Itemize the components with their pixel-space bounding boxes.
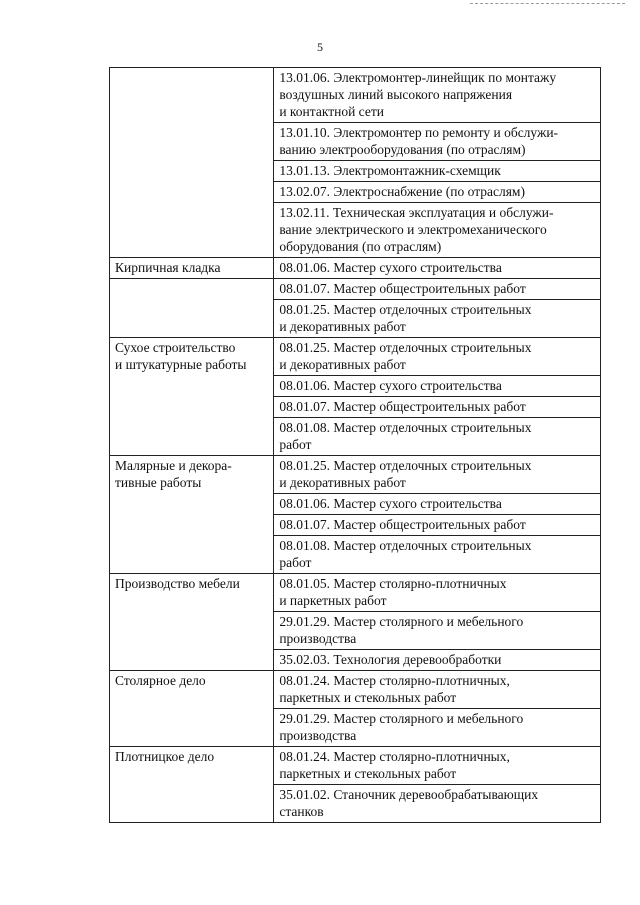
competency-cell	[110, 68, 274, 258]
profession-cell	[274, 300, 601, 338]
professions-table	[109, 67, 601, 823]
table-row	[110, 279, 601, 300]
profession-line: 08.01.06. Мастер сухого строительства	[279, 378, 502, 393]
profession-line: 13.02.11. Техническая эксплуатация и обслужи-	[279, 205, 554, 220]
profession-line: 08.01.24. Мастер столярно-плотничных,	[279, 749, 510, 764]
profession-cell	[274, 182, 601, 203]
profession-line: ванию электрооборудования (по отраслям)	[279, 142, 526, 157]
competency-cell	[110, 671, 274, 747]
competency-label: Малярные и декора-	[115, 458, 232, 473]
profession-line: 08.01.06. Мастер сухого строительства	[279, 260, 502, 275]
profession-line: и декоративных работ	[279, 475, 406, 490]
profession-line: производства	[279, 728, 357, 743]
table-row	[110, 747, 601, 785]
table-row	[110, 68, 601, 123]
profession-line: 13.01.10. Электромонтер по ремонту и обслужи-	[279, 125, 559, 140]
competency-cell	[110, 279, 274, 338]
profession-line: паркетных и стекольных работ	[279, 766, 457, 781]
profession-cell	[274, 338, 601, 376]
profession-cell	[274, 747, 601, 785]
profession-line: 35.01.02. Станочник деревообрабатывающих	[279, 787, 539, 802]
profession-cell	[274, 258, 601, 279]
profession-line: 35.02.03. Технология деревообработки	[279, 652, 502, 667]
table-row	[110, 258, 601, 279]
profession-cell	[274, 515, 601, 536]
profession-cell	[274, 671, 601, 709]
profession-line: 08.01.25. Мастер отделочных строительных	[279, 340, 532, 355]
profession-line: 29.01.29. Мастер столярного и мебельного	[279, 711, 524, 726]
profession-cell	[274, 536, 601, 574]
competency-cell	[110, 574, 274, 671]
table-row	[110, 456, 601, 494]
profession-line: 08.01.07. Мастер общестроительных работ	[279, 517, 526, 532]
profession-cell	[274, 203, 601, 258]
profession-line: работ	[279, 437, 312, 452]
competency-cell	[110, 338, 274, 456]
profession-line: 08.01.25. Мастер отделочных строительных	[279, 302, 532, 317]
table-row	[110, 574, 601, 612]
competency-label: и штукатурные работы	[115, 357, 247, 372]
profession-cell	[274, 376, 601, 397]
profession-line: 29.01.29. Мастер столярного и мебельного	[279, 614, 524, 629]
profession-line: 08.01.07. Мастер общестроительных работ	[279, 399, 526, 414]
profession-line: воздушных линий высокого напряжения	[279, 87, 513, 102]
profession-line: производства	[279, 631, 357, 646]
profession-cell	[274, 574, 601, 612]
competency-cell	[110, 456, 274, 574]
profession-cell	[274, 456, 601, 494]
profession-line: работ	[279, 555, 312, 570]
competency-cell	[110, 258, 274, 279]
profession-line: 08.01.07. Мастер общестроительных работ	[279, 281, 526, 296]
profession-line: 08.01.06. Мастер сухого строительства	[279, 496, 502, 511]
profession-line: 13.02.07. Электроснабжение (по отраслям)	[279, 184, 525, 199]
competency-label: Производство мебели	[115, 576, 240, 591]
profession-line: вание электрического и электромеханического	[279, 222, 547, 237]
profession-line: оборудования (по отраслям)	[279, 239, 442, 254]
top-edge-mark	[470, 3, 625, 4]
profession-cell	[274, 161, 601, 182]
profession-cell	[274, 785, 601, 823]
competency-cell	[110, 747, 274, 823]
profession-line: и декоративных работ	[279, 319, 406, 334]
profession-cell	[274, 494, 601, 515]
profession-cell	[274, 279, 601, 300]
profession-cell	[274, 68, 601, 123]
profession-cell	[274, 650, 601, 671]
competency-label: Сухое строительство	[115, 340, 236, 355]
page-number: 5	[317, 40, 323, 54]
profession-line: 08.01.24. Мастер столярно-плотничных,	[279, 673, 510, 688]
competency-label: тивные работы	[115, 475, 202, 490]
profession-line: паркетных и стекольных работ	[279, 690, 457, 705]
profession-line: и контактной сети	[279, 104, 384, 119]
profession-line: станков	[279, 804, 324, 819]
competency-label: Кирпичная кладка	[115, 260, 221, 275]
profession-line: 13.01.06. Электромонтер-линейщик по монтажу	[279, 70, 557, 85]
profession-cell	[274, 709, 601, 747]
profession-cell	[274, 612, 601, 650]
competency-label: Столярное дело	[115, 673, 206, 688]
profession-line: и паркетных работ	[279, 593, 387, 608]
profession-line: 13.01.13. Электромонтажник-схемщик	[279, 163, 501, 178]
profession-cell	[274, 397, 601, 418]
table-row	[110, 338, 601, 376]
profession-line: и декоративных работ	[279, 357, 406, 372]
profession-line: 08.01.05. Мастер столярно-плотничных	[279, 576, 507, 591]
profession-cell	[274, 418, 601, 456]
profession-line: 08.01.08. Мастер отделочных строительных	[279, 420, 532, 435]
profession-line: 08.01.08. Мастер отделочных строительных	[279, 538, 532, 553]
profession-line: 08.01.25. Мастер отделочных строительных	[279, 458, 532, 473]
table-row	[110, 671, 601, 709]
profession-cell	[274, 123, 601, 161]
competency-label: Плотницкое дело	[115, 749, 215, 764]
